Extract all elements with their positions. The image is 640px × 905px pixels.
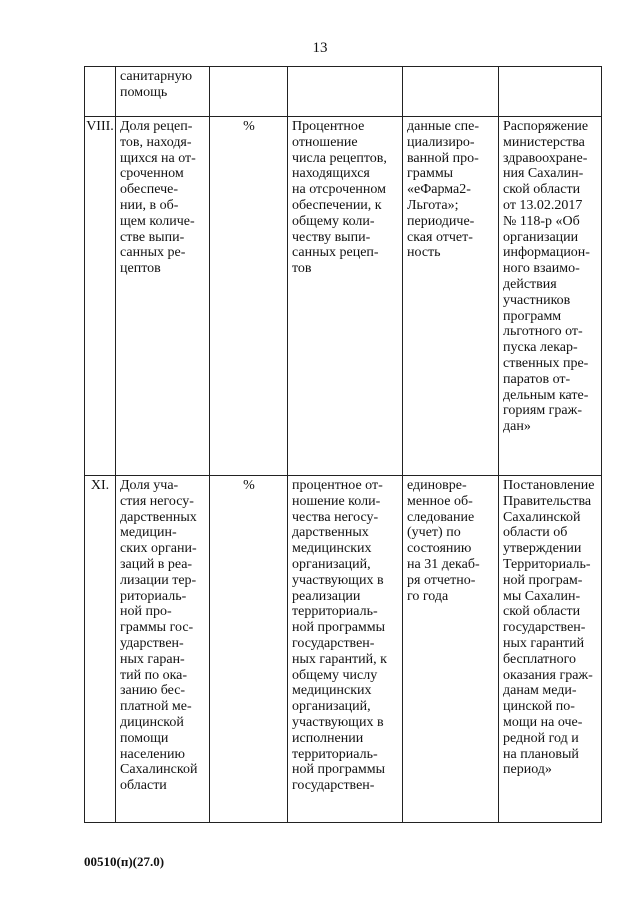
method-cell xyxy=(288,67,403,117)
table-row xyxy=(85,476,602,823)
basis-cell xyxy=(499,67,602,117)
unit-text: % xyxy=(243,478,255,493)
unit-cell xyxy=(210,67,288,117)
table-row xyxy=(85,117,602,476)
method-text: процентное от- ношение коли- чества негосу- дарственных медицинских организаций, участвующих в реализации территориаль- ной программы государствен- ных гарантий, к общему числу медицинских организаций, участвующих в исполнении территориаль- ной программы государствен- xyxy=(292,478,387,794)
indicator-text: санитарную помощь xyxy=(120,69,193,100)
unit-cell xyxy=(210,476,288,823)
document-code: 00510(п)(27.0) xyxy=(84,854,165,869)
source-cell xyxy=(403,476,499,823)
basis-text: Распоряжение министерства здравоохране- ния Сахалин- ской области от 13.02.2017 № 118-р «Об организации информацион- ного взаимо- действия участников программ льготного от- пуска лекар- ственных пре- паратов от- дельным кате- гориям граж- дан» xyxy=(503,119,590,435)
basis-text: Постановление Правительства Сахалинской области об утверждении Территориаль- ной програм- мы Сахалин- ской области государствен- ных гарантий бесплатного оказания граж- данам меди- цинской по- мощи на оче- редной год и на плановый период» xyxy=(503,478,595,778)
source-cell xyxy=(403,67,499,117)
source-text: данные спе- циализиро- ванной про- граммы «еФарма2- Льгота»; периодиче- ская отчет- ность xyxy=(407,119,480,261)
method-cell xyxy=(288,476,403,823)
row-number-cell xyxy=(85,67,116,117)
row-number: VIII. xyxy=(86,119,114,134)
indicator-text: Доля уча- стия негосу- дарственных медицин- ских органи- заций в реа- лизации тер- риториаль- ной про- граммы гос- ударствен- ных гаран- тий по ока- занию бес- платной ме- дицинской помощи населению Сахалинской области xyxy=(120,478,198,794)
source-cell xyxy=(403,117,499,476)
row-number: XI. xyxy=(90,478,110,493)
indicator-cell xyxy=(116,67,210,117)
basis-cell xyxy=(499,476,602,823)
unit-cell xyxy=(210,117,288,476)
method-cell xyxy=(288,117,403,476)
indicators-table xyxy=(84,66,602,823)
source-text: единовре- менное об- следование (учет) по состоянию на 31 декаб- ря отчетно- го года xyxy=(407,478,480,604)
table-row xyxy=(85,67,602,117)
unit-text: % xyxy=(243,119,255,134)
indicator-cell xyxy=(116,117,210,476)
row-number-cell xyxy=(85,476,116,823)
method-text: Процентное отношение числа рецептов, находящихся на отсроченном обеспечении, к общему коли- честву выпи- санных рецеп- тов xyxy=(292,119,387,277)
page-number: 13 xyxy=(312,40,328,56)
row-number-cell xyxy=(85,117,116,476)
indicator-cell xyxy=(116,476,210,823)
indicator-text: Доля рецеп- тов, находя- щихся на от- сроченном обеспече- нии, в об- щем количе- стве выпи- санных ре- цептов xyxy=(120,119,196,277)
basis-cell xyxy=(499,117,602,476)
